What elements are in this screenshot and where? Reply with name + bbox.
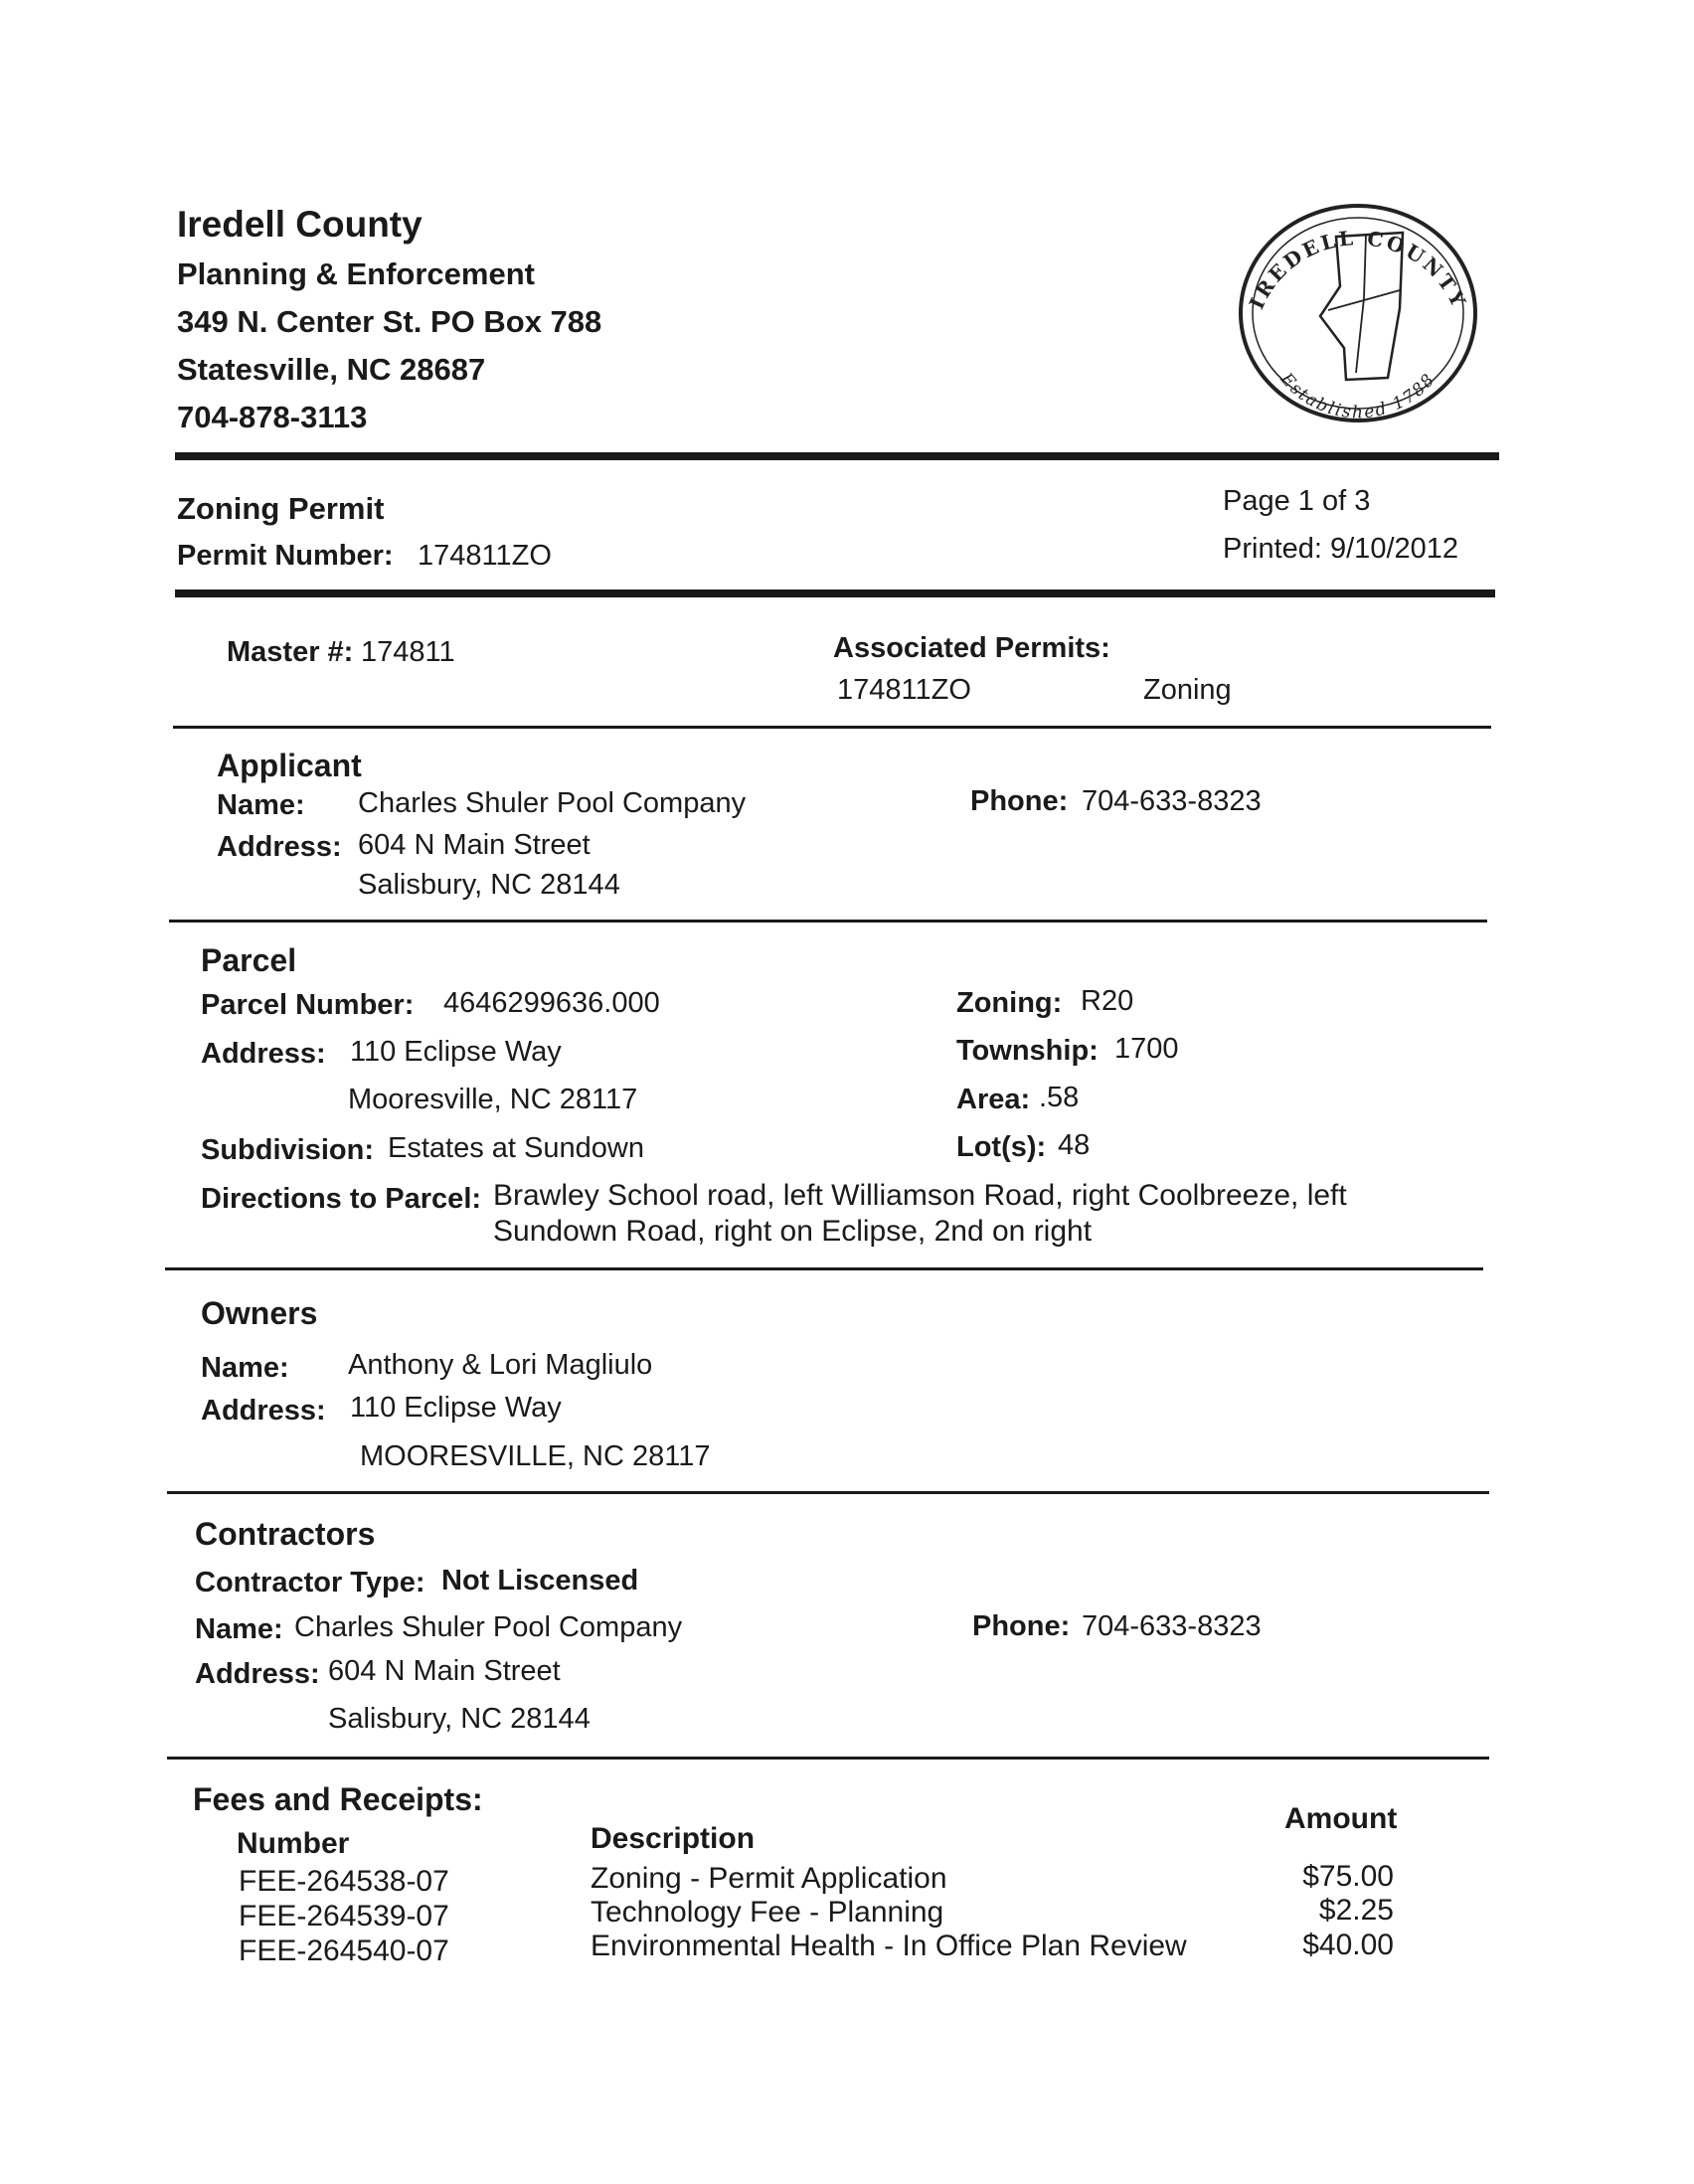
parcel-number: 4646299636.000: [443, 987, 660, 1019]
contractors-heading: Contractors: [195, 1516, 376, 1552]
applicant-phone-label: Phone:: [970, 785, 1069, 817]
contractor-name: Charles Shuler Pool Company: [294, 1611, 683, 1643]
applicant-name-label: Name:: [217, 789, 305, 821]
fee-amount: $40.00: [1302, 1929, 1394, 1961]
header-divider: [175, 452, 1499, 460]
associated-permit-type: Zoning: [1143, 674, 1232, 706]
contractor-type-label: Contractor Type:: [195, 1567, 425, 1598]
county-seal-icon: [1229, 199, 1487, 427]
parcel-address-label: Address:: [201, 1038, 326, 1070]
fee-description: Environmental Health - In Office Plan Review: [591, 1930, 1187, 1962]
subdivision-value: Estates at Sundown: [388, 1132, 644, 1164]
fees-column-number: Number: [237, 1827, 350, 1860]
fee-number: FEE-264538-07: [239, 1865, 449, 1898]
owner-name: Anthony & Lori Magliulo: [348, 1349, 653, 1381]
applicant-phone: 704-633-8323: [1082, 785, 1262, 817]
applicant-address-label: Address:: [217, 831, 342, 863]
department-name: Planning & Enforcement: [177, 256, 535, 291]
zoning-label: Zoning:: [956, 987, 1063, 1019]
svg-text:Established 1788: Established 1788: [1275, 369, 1440, 423]
contractor-name-label: Name:: [195, 1613, 283, 1645]
parcel-number-label: Parcel Number:: [201, 989, 415, 1021]
township-label: Township:: [956, 1035, 1099, 1067]
county-name: Iredell County: [177, 204, 423, 245]
fee-amount: $75.00: [1302, 1860, 1394, 1893]
parcel-address-line2: Mooresville, NC 28117: [348, 1084, 638, 1115]
applicant-address-line2: Salisbury, NC 28144: [358, 869, 620, 901]
area-value: .58: [1039, 1082, 1080, 1113]
fee-number: FEE-264539-07: [239, 1900, 449, 1932]
fees-column-description: Description: [591, 1822, 756, 1855]
directions-line1: Brawley School road, left Williamson Road, right Coolbreeze, left: [493, 1179, 1347, 1212]
fee-number: FEE-264540-07: [239, 1934, 449, 1967]
applicant-name: Charles Shuler Pool Company: [358, 787, 747, 819]
master-label: Master #:: [227, 636, 354, 668]
department-phone: 704-878-3113: [177, 400, 368, 434]
svg-text:IREDELL COUNTY: IREDELL COUNTY: [1244, 226, 1472, 313]
contractor-address-label: Address:: [195, 1658, 320, 1690]
owner-name-label: Name:: [201, 1352, 289, 1384]
section-divider: [167, 1757, 1489, 1760]
contractor-phone-label: Phone:: [972, 1610, 1071, 1642]
section-divider: [165, 1267, 1483, 1270]
lots-label: Lot(s):: [956, 1131, 1047, 1163]
lots-value: 48: [1058, 1129, 1091, 1161]
parcel-heading: Parcel: [201, 942, 297, 978]
section-divider: [169, 920, 1487, 923]
section-divider: [167, 1491, 1489, 1494]
master-number: 174811: [361, 636, 455, 668]
owners-heading: Owners: [201, 1295, 318, 1331]
township-value: 1700: [1114, 1033, 1179, 1065]
department-city: Statesville, NC 28687: [177, 352, 486, 387]
page-number: Page 1 of 3: [1223, 485, 1371, 517]
fee-amount: $2.25: [1318, 1894, 1394, 1927]
zoning-value: R20: [1081, 985, 1134, 1017]
section-divider: [173, 726, 1491, 729]
contractor-type-value: Not Liscensed: [441, 1565, 639, 1596]
subdivision-label: Subdivision:: [201, 1134, 374, 1166]
fees-heading: Fees and Receipts:: [193, 1781, 483, 1817]
fee-description: Zoning - Permit Application: [591, 1862, 947, 1895]
associated-permit-number: 174811ZO: [837, 674, 971, 706]
county-seal: [1229, 199, 1487, 432]
applicant-heading: Applicant: [217, 748, 362, 783]
owner-address-label: Address:: [201, 1395, 326, 1427]
permit-title: Zoning Permit: [177, 491, 385, 526]
permit-number-label: Permit Number:: [177, 540, 394, 572]
area-label: Area:: [956, 1084, 1031, 1115]
printed-date: Printed: 9/10/2012: [1223, 533, 1459, 565]
permit-number: 174811ZO: [418, 540, 552, 572]
parcel-address-line1: 110 Eclipse Way: [350, 1036, 562, 1068]
directions-label: Directions to Parcel:: [201, 1183, 482, 1215]
permit-divider: [175, 589, 1495, 597]
directions-line2: Sundown Road, right on Eclipse, 2nd on right: [493, 1215, 1093, 1248]
contractor-address-line2: Salisbury, NC 28144: [328, 1703, 591, 1735]
contractor-phone: 704-633-8323: [1082, 1610, 1262, 1642]
owner-address-line1: 110 Eclipse Way: [350, 1392, 562, 1424]
associated-permits-label: Associated Permits:: [833, 632, 1110, 664]
department-street: 349 N. Center St. PO Box 788: [177, 304, 602, 339]
contractor-address-line1: 604 N Main Street: [328, 1655, 561, 1687]
fee-description: Technology Fee - Planning: [591, 1896, 944, 1929]
fees-column-amount: Amount: [1284, 1802, 1398, 1835]
applicant-address-line1: 604 N Main Street: [358, 829, 591, 861]
owner-address-line2: MOORESVILLE, NC 28117: [360, 1440, 711, 1472]
